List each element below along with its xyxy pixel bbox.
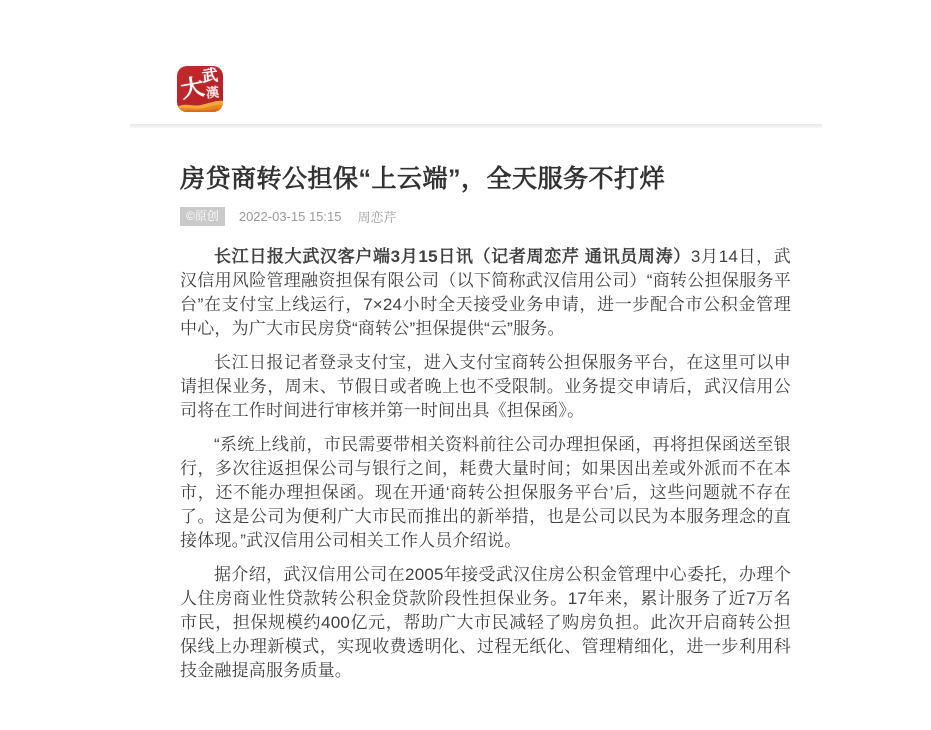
header-divider	[130, 124, 822, 128]
paragraph-3	[180, 433, 791, 553]
article-body-container	[180, 163, 791, 693]
paragraph-2-text: 长江日报记者登录支付宝，进入支付宝商转公担保服务平台，在这里可以申请担保业务，周末、节假日或者晚上也不受限制。业务提交申请后，武汉信用公司将在工作时间进行审核并第一时间出具《担保函》。	[180, 353, 791, 420]
original-badge: ©原创	[180, 207, 225, 226]
paragraph-1-lead: 长江日报大武汉客户端3月15日讯（记者周恋芹 通讯员周涛）	[214, 247, 691, 266]
paragraph-4	[180, 563, 791, 683]
article-meta	[180, 207, 791, 226]
logo-wave-icon	[177, 98, 223, 112]
paragraph-1-text: 3月14日，武汉信用风险管理融资担保有限公司（以下简称武汉信用公司）“商转公担保服务平台”在支付宝上线运行，7×24小时全天接受业务申请，进一步配合市公积金管理中心，为广大市民房贷“商转公”担保提供“云”服务。	[180, 247, 791, 338]
logo-char-wu: 武	[201, 67, 219, 86]
author-name[interactable]: 周恋芹	[357, 210, 397, 225]
paragraph-4-text: 据介绍，武汉信用公司在2005年接受武汉住房公积金管理中心委托，办理个人住房商业性贷款转公积金贷款阶段性担保业务。17年来，累计服务了近7万名市民，担保规模约400亿元，帮助广大市民减轻了购房负担。此次开启商转公担保线上办理新模式，实现收费透明化、过程无纸化、管理精细化，进一步利用科技金融提高服务质量。	[180, 565, 791, 680]
paragraph-3-text: “系统上线前，市民需要带相关资料前往公司办理担保函，再将担保函送至银行，多次往返担保公司与银行之间，耗费大量时间；如果因出差或外派而不在本市，还不能办理担保函。现在开通‘商转公担保服务平台’后，这些问题就不存在了。这是公司为便利广大市民而推出的新举措，也是公司以民为本服务理念的直接体现。”武汉信用公司相关工作人员介绍说。	[180, 435, 791, 550]
dawuhan-logo[interactable]	[177, 66, 223, 112]
publish-date: 2022-03-15 15:15	[238, 209, 342, 224]
logo-char-da: 大	[178, 73, 206, 103]
logo-char-han: 漢	[205, 84, 220, 101]
paragraph-2	[180, 351, 791, 423]
paragraph-1	[180, 245, 791, 341]
article-title: 房贷商转公担保“上云端”，全天服务不打烊	[180, 165, 666, 193]
article-text	[180, 245, 791, 683]
